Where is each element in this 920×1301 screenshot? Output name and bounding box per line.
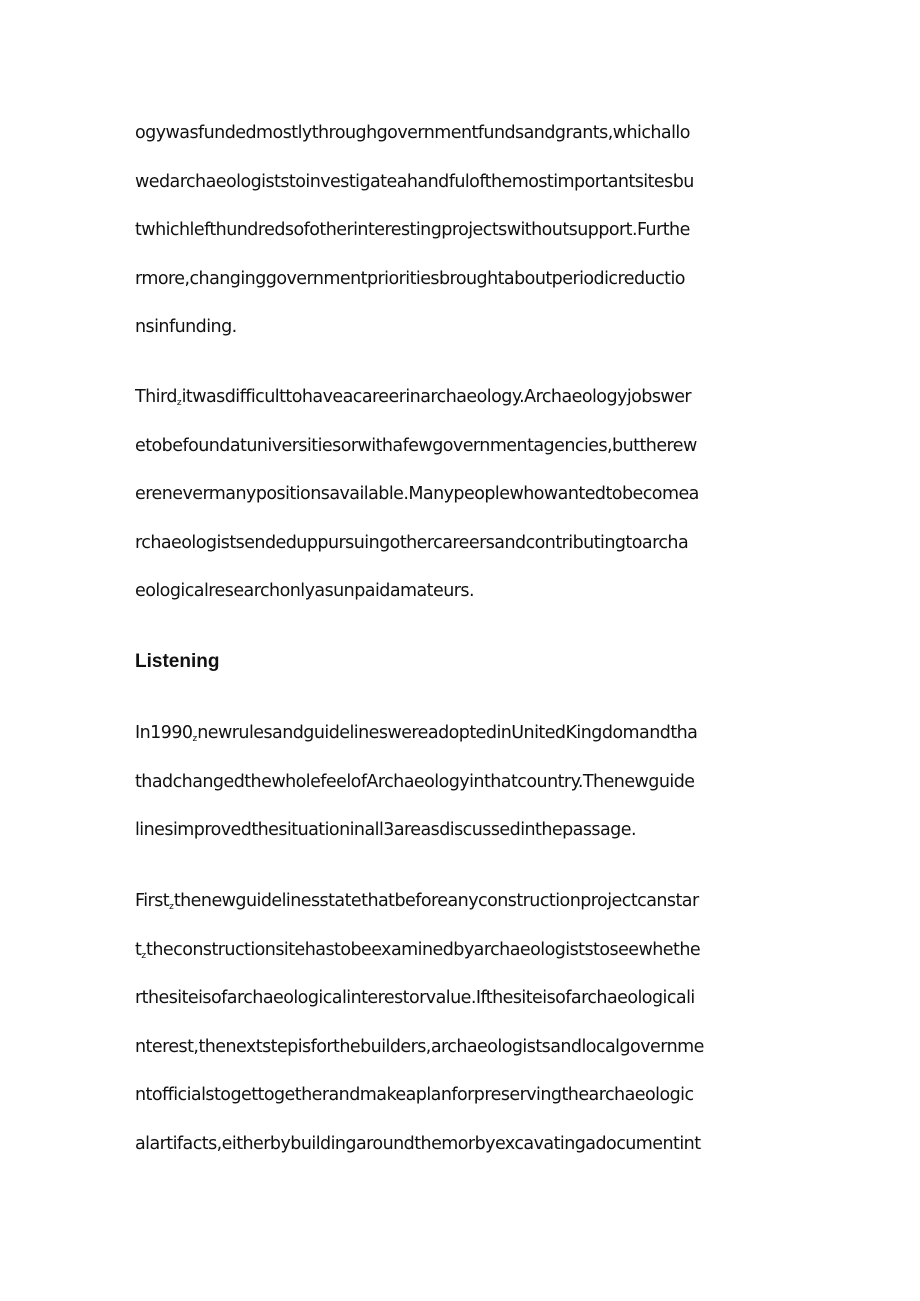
paragraph3-line-2: thadchangedthewholefeelofArchaeologyinthatcountry.Thenewguide	[135, 772, 695, 792]
paragraph2-line-1-start: Third	[135, 387, 177, 407]
paragraph1-line-4: rmore,changinggovernmentprioritiesbroughtaboutperiodicreductio	[135, 269, 685, 289]
paragraph1-line-2: wedarchaeologiststoinvestigateahandfulofthemostimportantsitesbu	[135, 172, 694, 192]
paragraph4-line-1-subscript: z	[169, 902, 174, 912]
paragraph4-line-4: nterest,thenextstepisforthebuilders,archaeologistsandlocalgovernme	[135, 1037, 704, 1057]
paragraph1-line-3: twhichlefthundredsofotherinterestingprojectswithoutsupport.Furthe	[135, 220, 690, 240]
paragraph4-line-5: ntofficialstogettogetherandmakeaplanforpreservingthearchaeologic	[135, 1085, 694, 1105]
paragraph4-line-1-rest: thenewguidelinesstatethatbeforeanyconstructionprojectcanstar	[173, 891, 699, 911]
paragraph1-line-1: ogywasfundedmostlythroughgovernmentfundsandgrants,whichallo	[135, 123, 690, 143]
paragraph4-line-1-start: First	[135, 891, 170, 911]
paragraph2-line-1	[135, 386, 691, 408]
paragraph4-line-6: alartifacts,eitherbybuildingaroundthemorbyexcavatingadocumentint	[135, 1134, 701, 1154]
paragraph3-line-1	[135, 722, 697, 744]
paragraph4-line-2	[135, 939, 700, 961]
paragraph4-line-2-rest: theconstructionsitehastobeexaminedbyarchaeologiststoseewhethe	[146, 940, 701, 960]
paragraph4-line-2-start: t	[135, 940, 142, 960]
paragraph2-line-3: erenevermanypositionsavailable.Manypeoplewhowantedtobecomea	[135, 484, 699, 504]
paragraph3-line-1-rest: newrulesandguidelineswereadoptedinUnitedKingdomandtha	[197, 723, 698, 743]
paragraph2-line-1-subscript: z	[176, 398, 182, 408]
paragraph4-line-3: rthesiteisofarchaeologicalinterestorvalue.Ifthesiteisofarchaeologicali	[135, 988, 695, 1008]
paragraph4-line-1	[135, 890, 699, 912]
paragraph3-line-1-start: In1990	[135, 723, 193, 743]
paragraph2-line-5: eologicalresearchonlyasunpaidamateurs.	[135, 581, 474, 601]
paragraph3-line-1-subscript: z	[192, 734, 198, 744]
paragraph4-line-2-subscript: z	[141, 951, 147, 961]
paragraph3-line-3: linesimprovedthesituationinall3areasdiscussedinthepassage.	[135, 820, 636, 840]
paragraph2-line-1-rest: itwasdifficulttohaveacareerinarchaeology.Archaeologyjobswer	[181, 387, 692, 407]
paragraph2-line-2: etobefoundatuniversitiesorwithafewgovernmentagencies,buttherew	[135, 436, 697, 456]
paragraph2-line-4: rchaeologistsendeduppursuingothercareersandcontributingtoarcha	[135, 533, 689, 553]
paragraph1-line-5: nsinfunding.	[135, 317, 237, 337]
section-heading: Listening	[135, 651, 220, 672]
